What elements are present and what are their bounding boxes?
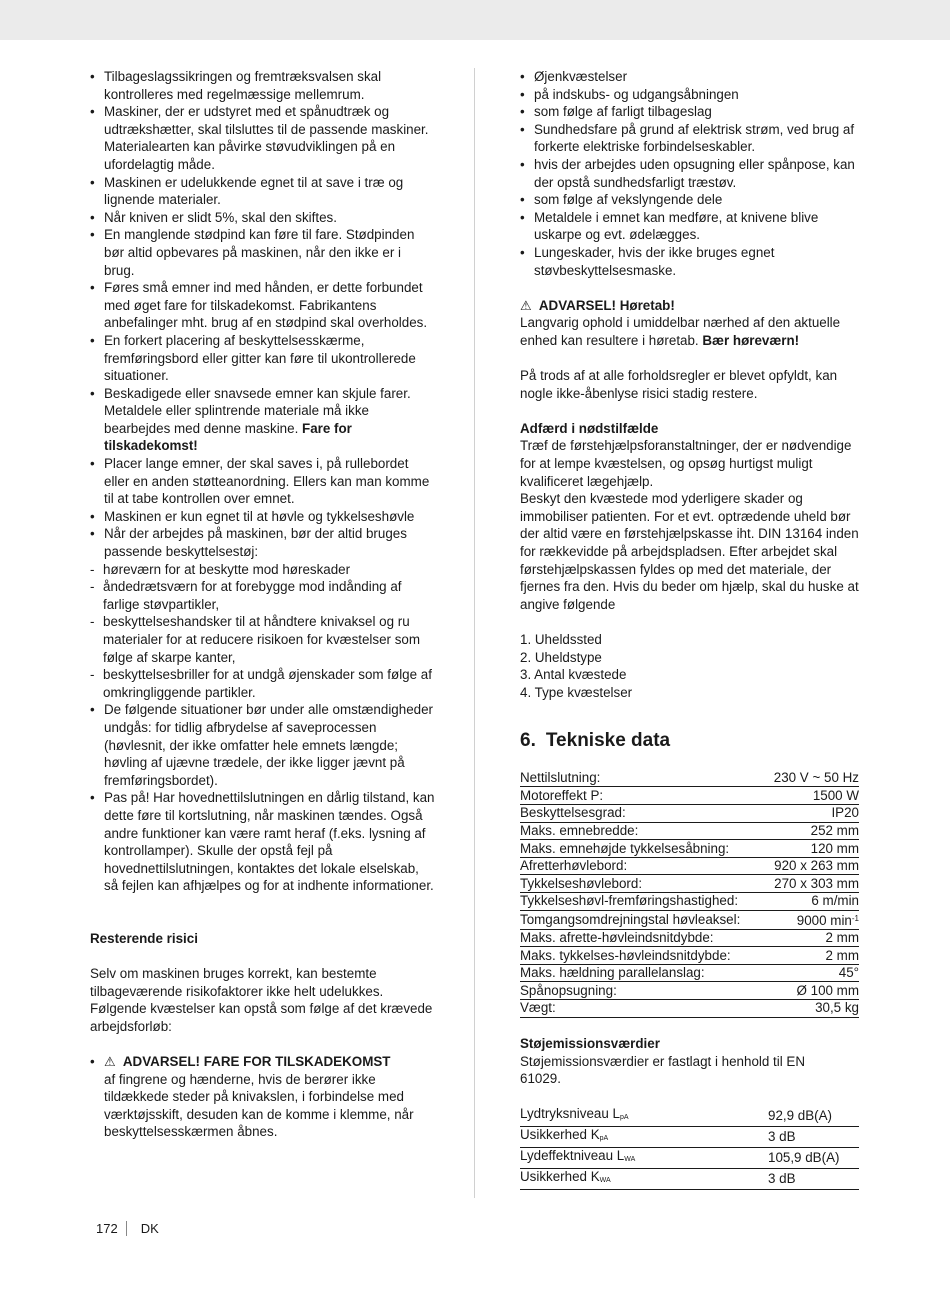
list-item: • De følgende situationer bør under alle omstændigheder undgås: for tidlig afbrydelse af saveprocessen (høvlesnit, der ikke omfatter hele emnets længde; høvling af ujævne trædele, der ikke ligger jævnt på fremføringsbordet). xyxy=(90,701,435,789)
list-item: - høreværn for at beskytte mod høreskader xyxy=(90,561,435,579)
table-row xyxy=(520,929,859,947)
injury-list xyxy=(520,68,865,279)
spec-value xyxy=(764,857,859,875)
list-item: • Sundhedsfare på grund af elektrisk strøm, ved brug af forkerte elektriske forbindelseskabler. xyxy=(520,121,865,156)
hearing-warning-bold: Bær høreværn! xyxy=(702,332,800,348)
emergency-list xyxy=(520,631,865,701)
table-row xyxy=(520,1126,859,1147)
list-item: • Pas på! Har hovednettilslutningen en dårlig tilstand, kan dette føre til kortslutning, når maskinen tændes. Også andre funktioner kan være ramt heraf (f.eks. lysning af kontrollamper). Skulle der opstå fejl på hovednettilslutningen, kontaktes det lokale elselskab, så fejlen kan afhjælpes og for at indhente informationer. xyxy=(90,789,435,895)
list-item: • hvis der arbejdes uden opsugning eller spånpose, kan der opstå sundhedsfarligt træstøv. xyxy=(520,156,865,191)
spec-value-text: 6 m/min xyxy=(811,893,859,909)
list-item-bold: Fare for tilskadekomst! xyxy=(104,420,352,454)
hearing-warning-title xyxy=(520,297,865,315)
section-title xyxy=(520,729,865,753)
spec-label: Nettilslutning: xyxy=(520,769,764,787)
list-item: • Når kniven er slidt 5%, skal den skiftes. xyxy=(90,209,435,227)
list-item: 4. Type kvæstelser xyxy=(520,684,633,700)
spec-label: Tykkelseshøvlebord: xyxy=(520,875,764,893)
table-row xyxy=(520,1000,859,1018)
list-item: 2. Uheldstype xyxy=(520,649,602,665)
list-item: • Føres små emner ind med hånden, er dette forbundet med øget fare for tilskadekomst. Fabrikantens anbefalinger mht. brug af en stødpind skal overholdes. xyxy=(90,279,435,332)
spec-value-text: 9000 min xyxy=(796,912,852,928)
list-item: • som følge af vekslyngende dele xyxy=(520,191,865,209)
injury-warning-list xyxy=(90,1053,435,1141)
protection-list xyxy=(90,561,435,702)
noise-label-text: Usikkerhed K xyxy=(520,1126,600,1142)
noise-value: 3 dB xyxy=(764,1168,859,1189)
warning-triangle-icon: ⚠ xyxy=(520,297,532,313)
spec-value-text: Ø 100 mm xyxy=(796,982,859,998)
list-item: • på indskubs- og udgangsåbningen xyxy=(520,86,865,104)
noise-label-text: Lydtryksniveau L xyxy=(520,1105,620,1121)
noise-value: 105,9 dB(A) xyxy=(764,1147,859,1168)
table-row xyxy=(520,875,859,893)
spec-value-text: 270 x 303 mm xyxy=(774,875,859,891)
noise-table xyxy=(520,1106,859,1190)
residual-note: På trods af at alle forholdsregler er blevet opfyldt, kan nogle ikke-åbenlyse risici stadig restere. xyxy=(520,368,838,401)
column-divider xyxy=(474,68,475,1198)
list-item xyxy=(90,525,435,701)
language-code: DK xyxy=(140,1221,159,1236)
spec-value-text: 920 x 263 mm xyxy=(774,858,859,874)
spec-value xyxy=(764,964,859,982)
hearing-warning-body: Langvarig ophold i umiddelbar nærhed af den aktuelle enhed kan resultere i høretab. xyxy=(520,315,841,348)
table-row xyxy=(520,840,859,858)
list-item: • Øjenkvæstelser xyxy=(520,68,865,86)
spec-label: Maks. afrette-høvleindsnitdybde: xyxy=(520,929,764,947)
noise-value: 92,9 dB(A) xyxy=(764,1106,859,1127)
table-row xyxy=(520,857,859,875)
emergency-paragraph-1: Træf de førstehjælpsforanstaltninger, der er nødvendige for at lempe kvæstelsen, og opsøg hurtigst muligt kvalificeret lægehjælp. xyxy=(520,438,852,489)
table-row xyxy=(520,893,859,911)
table-row xyxy=(520,1147,859,1168)
list-item-text: Når der arbejdes på maskinen, bør der altid bruges passende beskyttelsestøj: xyxy=(104,526,407,560)
list-item: • Maskinen er kun egnet til at høvle og tykkelseshøvle xyxy=(90,508,435,526)
residual-heading: Resterende risici xyxy=(90,930,198,946)
warning-title-text: ADVARSEL! FARE FOR TILSKADEKOMST xyxy=(122,1054,391,1070)
noise-label xyxy=(520,1106,764,1127)
spec-value xyxy=(764,840,859,858)
spec-label: Motoreffekt P: xyxy=(520,787,764,805)
residual-text: Selv om maskinen bruges korrekt, kan bestemte tilbageværende risikofaktorer ikke helt udelukkes. Følgende kvæstelser kan opstå som følge af det krævede arbejdsforløb: xyxy=(90,966,433,1034)
list-item: - beskyttelseshandsker til at håndtere knivaksel og ru materialer for at reducere risikoen for kvæstelser som følge af skarpe kanter, xyxy=(90,613,435,666)
spec-value xyxy=(764,982,859,1000)
noise-label-text: Usikkerhed K xyxy=(520,1168,600,1184)
spec-value xyxy=(764,1000,859,1018)
noise-label-text: Lydeffektniveau L xyxy=(520,1147,625,1163)
table-row xyxy=(520,822,859,840)
spec-label: Tomgangsomdrejningstal høvleaksel: xyxy=(520,910,764,929)
spec-label: Spånopsugning: xyxy=(520,982,764,1000)
noise-label-subscript: WA xyxy=(624,1155,636,1163)
spec-label: Afretterhøvlebord: xyxy=(520,857,764,875)
table-row xyxy=(520,947,859,965)
spec-value xyxy=(764,910,859,929)
spec-label: Maks. tykkelses-høvleindsnitdybde: xyxy=(520,947,764,965)
spec-value-text: 30,5 kg xyxy=(815,1000,859,1016)
noise-value: 3 dB xyxy=(764,1126,859,1147)
table-row xyxy=(520,805,859,823)
spec-value-text: 252 mm xyxy=(810,822,859,838)
emergency-paragraph-2: Beskyt den kvæstede mod yderligere skader og immobiliser patienten. For et evt. optrædende uheld bør der altid være en førstehjælpskasse iht. DIN 13164 inden for rækkevidde på arbejdspladsen. Efter arbejdet skal førstehjælpskassen fyldes op med det materiale, der fjernes fra den. Hvis du beder om hjælp, skal du huske at angive følgende xyxy=(520,491,859,612)
list-item: 1. Uheldssted xyxy=(520,632,602,647)
spec-value-superscript: -1 xyxy=(851,913,859,923)
noise-label-subscript: pA xyxy=(599,1134,609,1142)
noise-label-subscript: pA xyxy=(620,1113,629,1121)
list-item-text: Beskadigede eller snavsede emner kan skjule farer. Metaldele eller splintrende materiale må ikke bearbejdes med denne maskine. xyxy=(104,385,411,436)
spec-value xyxy=(764,947,859,965)
list-item: • Lungeskader, hvis der ikke bruges egnet støvbeskyttelsesmaske. xyxy=(520,244,865,279)
list-item: • Metaldele i emnet kan medføre, at knivene blive uskarpe og evt. ødelægges. xyxy=(520,209,865,244)
spec-value-text: 120 mm xyxy=(810,840,859,856)
noise-heading: Støjemissionsværdier xyxy=(520,1036,660,1052)
table-row xyxy=(520,787,859,805)
warning-title xyxy=(104,1054,390,1069)
noise-label xyxy=(520,1126,764,1147)
spec-table xyxy=(520,769,859,1017)
section-number: 6. xyxy=(520,730,536,752)
spec-value-text: 2 mm xyxy=(825,929,859,945)
list-item: - åndedrætsværn for at forebygge mod indånding af farlige støvpartikler, xyxy=(90,578,435,613)
list-item: • Maskinen er udelukkende egnet til at save i træ og lignende materialer. xyxy=(90,174,435,209)
spec-label: Maks. emnehøjde tykkelsesåbning: xyxy=(520,840,764,858)
spec-value-text: 2 mm xyxy=(825,947,859,963)
list-item: 3. Antal kvæstede xyxy=(520,667,627,683)
list-item: - beskyttelsesbriller for at undgå øjenskader som følge af omkringliggende partikler. xyxy=(90,666,435,701)
table-row xyxy=(520,910,859,929)
spec-label: Vægt: xyxy=(520,1000,764,1018)
top-bar xyxy=(0,0,950,40)
spec-value xyxy=(764,769,859,787)
table-row xyxy=(520,964,859,982)
spec-label: Beskyttelsesgrad: xyxy=(520,805,764,823)
list-item: • En manglende stødpind kan føre til fare. Stødpinden bør altid opbevares på maskinen, når den ikke er i brug. xyxy=(90,226,435,279)
table-row xyxy=(520,1168,859,1189)
spec-value xyxy=(764,929,859,947)
spec-value-text: 1500 W xyxy=(812,787,859,803)
table-row xyxy=(520,982,859,1000)
noise-intro: Støjemissionsværdier er fastlagt i henhold til EN 61029. xyxy=(520,1053,806,1087)
safety-list xyxy=(90,68,435,895)
warning-triangle-icon: ⚠ xyxy=(104,1054,116,1070)
list-item xyxy=(90,1053,435,1141)
table-row xyxy=(520,1106,859,1127)
noise-label-subscript: WA xyxy=(599,1176,611,1184)
list-item: • Tilbageslagssikringen og fremtræksvalsen skal kontrolleres med regelmæssige mellemrum. xyxy=(90,68,435,103)
spec-value xyxy=(764,822,859,840)
section-title-text: Tekniske data xyxy=(545,730,671,752)
spec-label: Maks. emnebredde: xyxy=(520,822,764,840)
noise-label xyxy=(520,1147,764,1168)
noise-label xyxy=(520,1168,764,1189)
spec-value-text: IP20 xyxy=(831,805,859,821)
spec-label: Tykkelseshøvl-fremføringshastighed: xyxy=(520,893,764,911)
spec-label: Maks. hældning parallelanslag: xyxy=(520,964,764,982)
spec-value xyxy=(764,805,859,823)
list-item: • Placer lange emner, der skal saves i, på rullebordet eller en anden støtteanordning. Ellers kan man komme til at tabe kontrollen over emnet. xyxy=(90,455,435,508)
spec-value xyxy=(764,787,859,805)
spec-value-text: 230 V ~ 50 Hz xyxy=(773,769,859,785)
hearing-warning-text xyxy=(520,314,865,349)
spec-value-text: 45° xyxy=(838,965,859,981)
emergency-heading: Adfærd i nødstilfælde xyxy=(520,420,659,436)
list-item: • som følge af farligt tilbageslag xyxy=(520,103,865,121)
list-item: • Maskiner, der er udstyret med et spånudtræk og udtrækshætter, skal tilsluttes til de passende maskiner. Materialearten kan påvirke støvudviklingen på en ufordelagtig måde. xyxy=(90,103,435,173)
list-item xyxy=(90,385,435,455)
list-item: • En forkert placering af beskyttelsesskærme, fremføringsbord eller gitter kan føre til ukontrollerede situationer. xyxy=(90,332,435,385)
spec-value xyxy=(764,893,859,911)
page-footer xyxy=(96,1221,159,1236)
right-column xyxy=(520,68,865,1190)
table-row xyxy=(520,769,859,787)
page-number: 172 xyxy=(96,1221,127,1236)
hearing-warning-title-text: ADVARSEL! Høretab! xyxy=(538,297,675,313)
spec-value xyxy=(764,875,859,893)
warning-text: af fingrene og hænderne, hvis de berører ikke tildækkede steder på knivakslen, i forbindelse med værktøjsskift, desuden kan de komme i klemme, når beskyttelsesskærmen åbnes. xyxy=(104,1071,414,1140)
left-column xyxy=(90,68,435,1141)
